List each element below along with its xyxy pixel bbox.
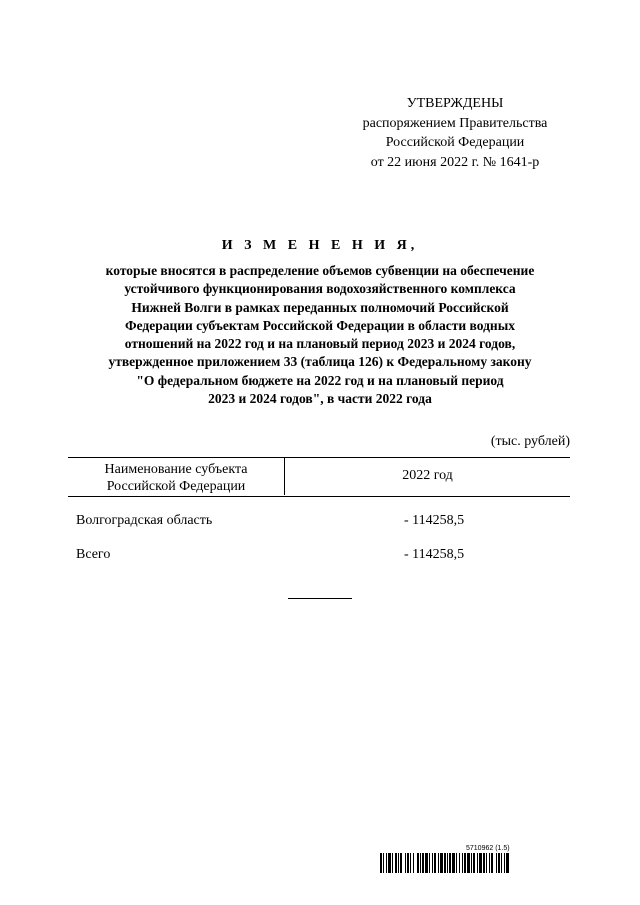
header-subject-line-2: Российской Федерации (106, 479, 246, 494)
approval-line-4: от 22 июня 2022 г. № 1641-р (370, 154, 540, 170)
subtitle-line: утвержденное приложением 33 (таблица 126) к Федеральному закону (108, 354, 532, 370)
subtitle-line: устойчивого функционирования водохозяйственного комплекса (124, 281, 516, 297)
table-header-subject (68, 461, 284, 495)
approval-line-3: Российской Федерации (385, 135, 525, 150)
barcode-image (380, 853, 578, 873)
subtitle-line: отношений на 2022 год и на плановый период 2023 и 2024 годов, (124, 336, 516, 352)
subtitle-line: Нижней Волги в рамках переданных полномочий Российской (131, 299, 509, 315)
table-row-region-name: Волгоградская область (76, 513, 213, 528)
document-subtitle (60, 262, 580, 408)
subtitle-line: "О федеральном бюджете на 2022 год и на плановый период (136, 372, 504, 388)
document-title: И З М Е Н Е Н И Я, (221, 238, 419, 253)
subtitle-line: 2023 и 2024 годов", в части 2022 года (208, 391, 432, 407)
subtitle-line: Федерации субъектам Российской Федерации в области водных (124, 317, 516, 333)
subtitle-line: которые вносятся в распределение объемов субвенции на обеспечение (105, 263, 535, 278)
approval-line-2: распоряжением Правительства (362, 115, 548, 131)
table-row-total-name: Всего (76, 547, 111, 562)
table-header-year: 2022 год (402, 468, 453, 483)
header-subject-line-1: Наименование субъекта (104, 462, 248, 477)
approval-block (330, 94, 580, 172)
end-separator-line (288, 598, 352, 599)
barcode-label: 5710962 (1.5) (466, 845, 510, 852)
table-row-region-value: - 114258,5 (404, 513, 465, 528)
approval-line-1: УТВЕРЖДЕНЫ (406, 96, 504, 111)
units-label: (тыс. рублей) (490, 434, 570, 449)
table-row-total-value: - 114258,5 (404, 547, 465, 562)
